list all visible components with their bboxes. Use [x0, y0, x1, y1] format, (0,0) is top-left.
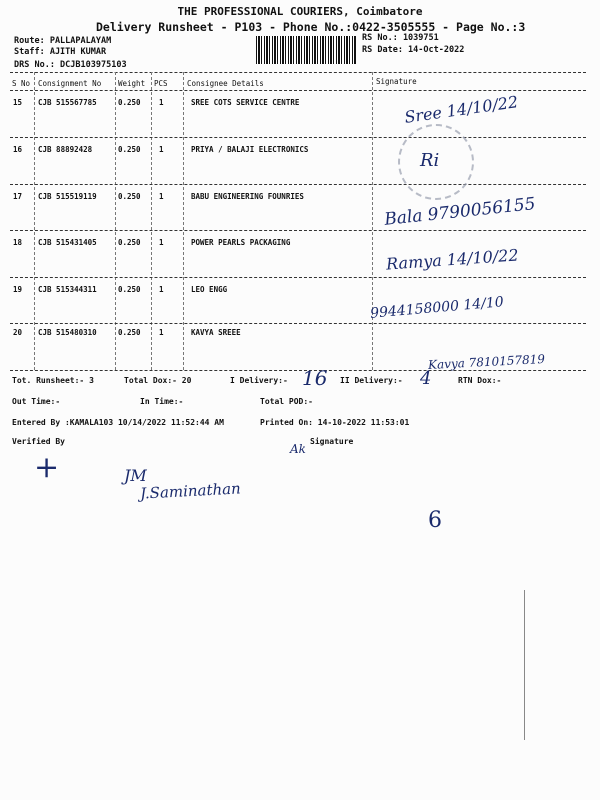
- row-pcs: 1: [159, 285, 164, 294]
- row-weight: 0.250: [118, 328, 141, 337]
- row-rule: [10, 230, 586, 231]
- verified-by: Verified By: [12, 437, 65, 446]
- row-weight: 0.250: [118, 98, 141, 107]
- ii-delivery-label: II Delivery:-: [340, 376, 403, 385]
- row-pcs: 1: [159, 145, 164, 154]
- row-consignment: CJB 515567785: [38, 98, 97, 107]
- row-consignment: CJB 515519119: [38, 192, 97, 201]
- row-consignee: PRIYA / BALAJI ELECTRONICS: [191, 145, 309, 154]
- row-rule: [10, 370, 586, 371]
- row-rule: [10, 277, 586, 278]
- verified-mark: +: [34, 450, 60, 485]
- col-consignment: Consignment No: [38, 79, 102, 88]
- row-sno: 18: [13, 238, 23, 247]
- row-consignee: KAVYA SREEE: [191, 328, 241, 337]
- col-divider: [372, 72, 373, 370]
- col-sno: S No: [12, 79, 31, 88]
- row-pcs: 1: [159, 192, 164, 201]
- row-consignment: CJB 88892428: [38, 145, 93, 154]
- signature-label: Signature: [310, 437, 354, 446]
- in-time: In Time:-: [140, 397, 184, 406]
- row-consignee: LEO ENGG: [191, 285, 228, 294]
- col-divider: [151, 72, 152, 370]
- rs-date: RS Date: 14-Oct-2022: [362, 45, 465, 55]
- row-consignment: CJB 515344311: [38, 285, 97, 294]
- col-divider: [183, 72, 184, 370]
- out-time: Out Time:-: [12, 397, 61, 406]
- drs-number: DRS No.: DCJB103975103: [14, 60, 127, 70]
- row-sno: 17: [13, 192, 23, 201]
- row-consignment: CJB 515431405: [38, 238, 97, 247]
- row-pcs: 1: [159, 328, 164, 337]
- row-consignee: POWER PEARLS PACKAGING: [191, 238, 291, 247]
- row-rule: [10, 137, 586, 138]
- rtn-dox: RTN Dox:-: [458, 376, 502, 385]
- handwritten-signature: Sree 14/10/22: [403, 92, 520, 127]
- col-divider: [34, 72, 35, 370]
- staff-label: Staff: AJITH KUMAR: [14, 47, 107, 57]
- tot-runsheet: Tot. Runsheet:- 3: [12, 376, 94, 385]
- verifier-initials: JM: [124, 466, 147, 485]
- row-weight: 0.250: [118, 285, 141, 294]
- row-sno: 19: [13, 285, 23, 294]
- row-sno: 20: [13, 328, 23, 337]
- ii-delivery-count-handwritten: 4: [420, 368, 432, 389]
- route-label: Route: PALLAPALAYAM: [14, 36, 112, 46]
- row-weight: 0.250: [118, 192, 141, 201]
- delivery-count-handwritten: 16: [302, 366, 328, 390]
- row-consignee: BABU ENGINEERING FOUNRIES: [191, 192, 304, 201]
- col-divider: [115, 72, 116, 370]
- row-weight: 0.250: [118, 238, 141, 247]
- handwritten-signature: Kavya 7810157819: [427, 351, 546, 373]
- i-delivery-label: I Delivery:-: [230, 376, 288, 385]
- entered-by: Entered By :KAMALA103 10/14/2022 11:52:44 AM: [12, 418, 224, 427]
- company-title: THE PROFESSIONAL COURIERS, Coimbatore: [177, 5, 423, 18]
- col-consignee: Consignee Details: [187, 79, 264, 88]
- row-pcs: 1: [159, 238, 164, 247]
- handwritten-signature: 9944158000 14/10: [369, 294, 505, 322]
- row-rule: [10, 323, 586, 324]
- page-number-handwritten: 6: [428, 508, 442, 533]
- total-pod: Total POD:-: [260, 397, 313, 406]
- header-rule-top: [10, 72, 586, 73]
- runsheet-title: Delivery Runsheet - P103 - Phone No.:0422-3505555 - Page No.:3: [96, 20, 526, 34]
- header-rule-bottom: [10, 90, 586, 91]
- total-dox: Total Dox:- 20: [124, 376, 192, 385]
- row-sno: 16: [13, 145, 23, 154]
- barcode: [256, 36, 356, 64]
- rs-number: RS No.: 1039751: [362, 33, 439, 43]
- row-consignment: CJB 515480310: [38, 328, 97, 337]
- handwritten-signature: Ramya 14/10/22: [385, 245, 520, 274]
- handwritten-signature: Bala 9790056155: [383, 194, 537, 230]
- row-sno: 15: [13, 98, 23, 107]
- verifier-signature: J.Saminathan: [139, 479, 242, 503]
- row-consignee: SREE COTS SERVICE CENTRE: [191, 98, 300, 107]
- signer-mark: Ak: [290, 442, 306, 456]
- printed-on: Printed On: 14-10-2022 11:53:01: [260, 418, 410, 427]
- col-signature: Signature: [376, 77, 417, 86]
- row-pcs: 1: [159, 98, 164, 107]
- row-weight: 0.250: [118, 145, 141, 154]
- col-weight: Weight: [118, 79, 146, 88]
- col-pcs: PCS: [154, 79, 168, 88]
- handwritten-signature: Ri: [420, 150, 440, 171]
- row-rule: [10, 184, 586, 185]
- scan-artifact-line: [524, 590, 525, 740]
